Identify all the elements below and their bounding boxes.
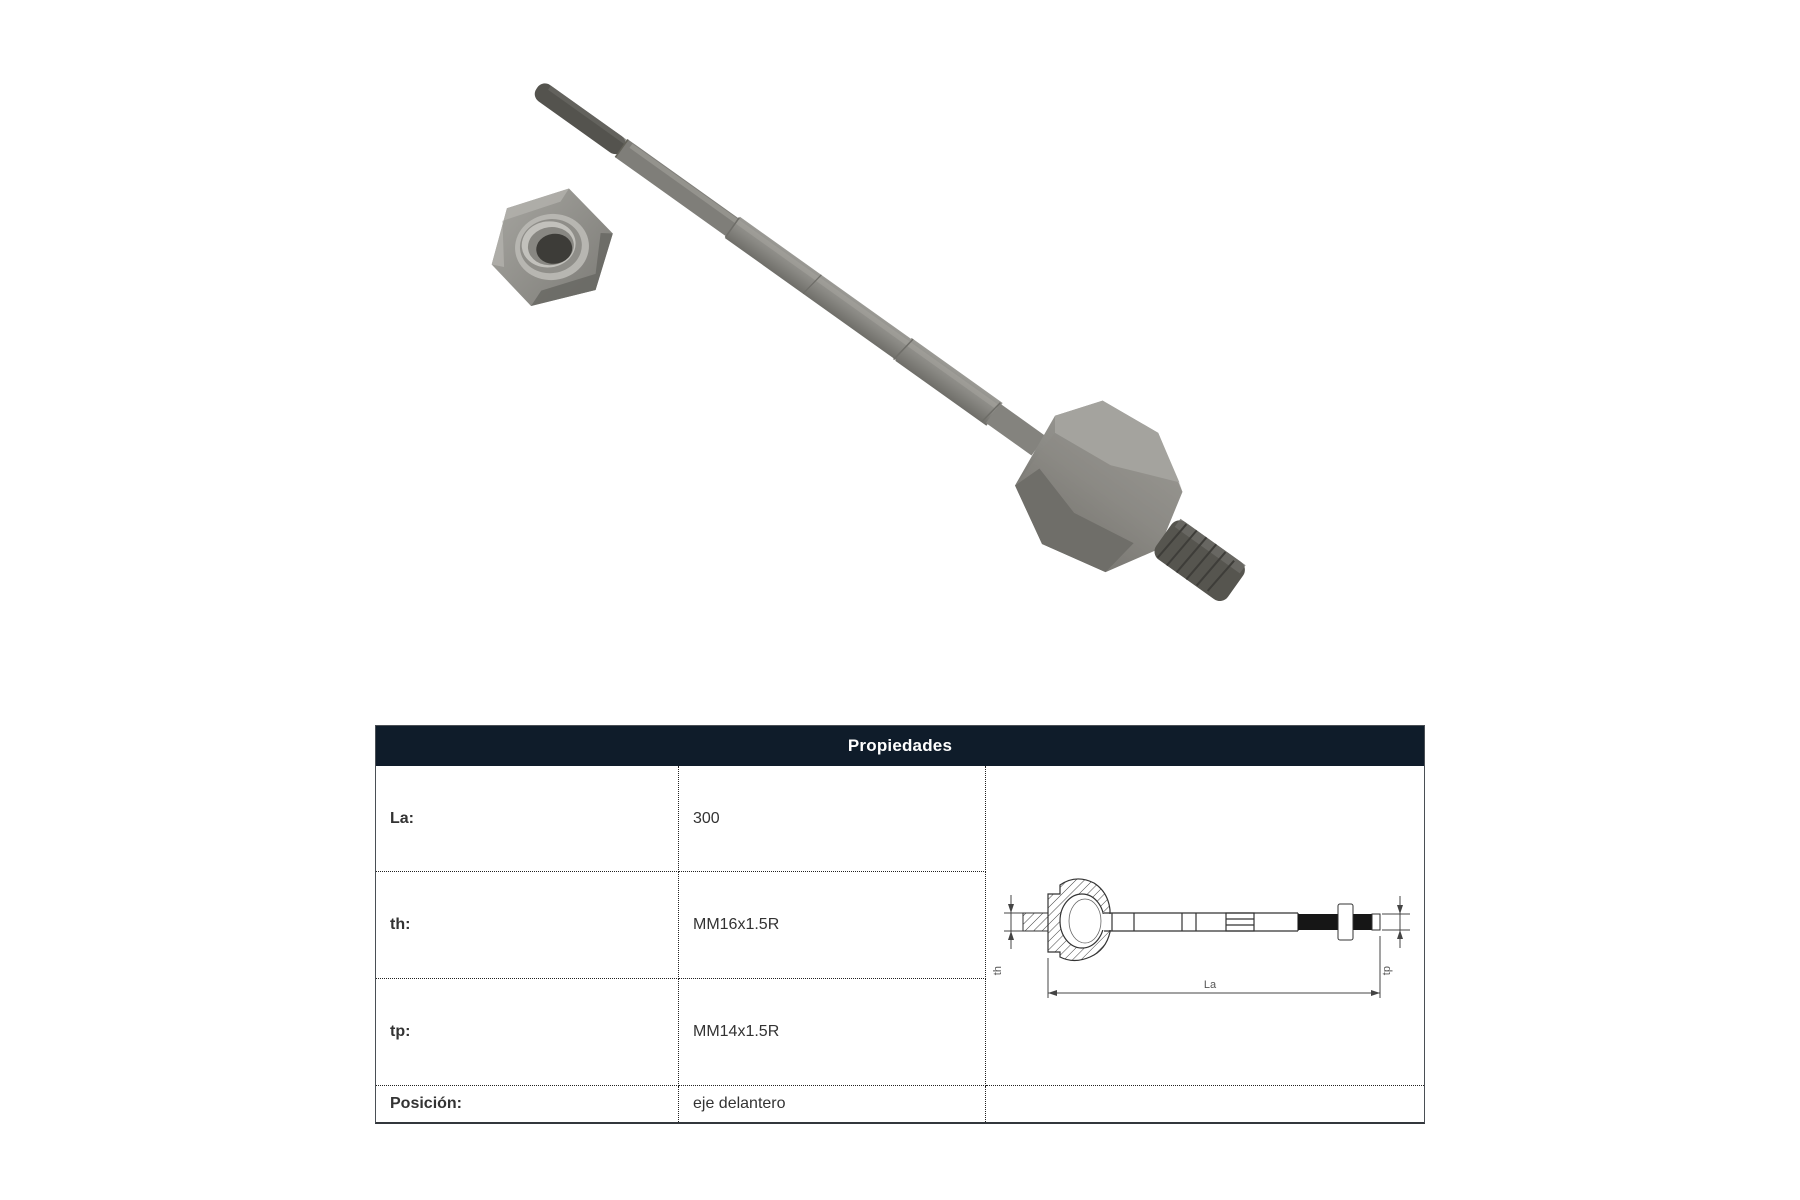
property-posicion-value: eje delantero [679,1086,986,1122]
property-tp-label: tp: [376,979,679,1086]
property-th-value: MM16x1.5R [679,872,986,979]
tie-rod-shaft-photo [492,55,1282,645]
property-tp-value: MM14x1.5R [679,979,986,1086]
property-la-label: La: [376,766,679,872]
diagram-th-label: th [992,966,1004,976]
properties-header [376,726,1424,766]
tie-rod-dimension-diagram [986,766,1424,1086]
technical-diagram-cell [986,766,1424,1086]
property-th-label: th: [376,872,679,979]
diagram-la-label: La [1203,979,1217,991]
tie-rod-photo-illustration [450,55,1300,645]
hex-nut-photo [484,184,621,310]
properties-title: Propiedades [847,736,953,755]
empty-cell [986,1086,1424,1122]
property-la-value: 300 [679,766,986,872]
properties-body [376,766,1424,1122]
diagram-tp-label: tp [1381,966,1393,976]
product-photo [450,55,1300,645]
properties-panel [375,725,1425,1124]
property-posicion-label: Posición: [376,1086,679,1122]
